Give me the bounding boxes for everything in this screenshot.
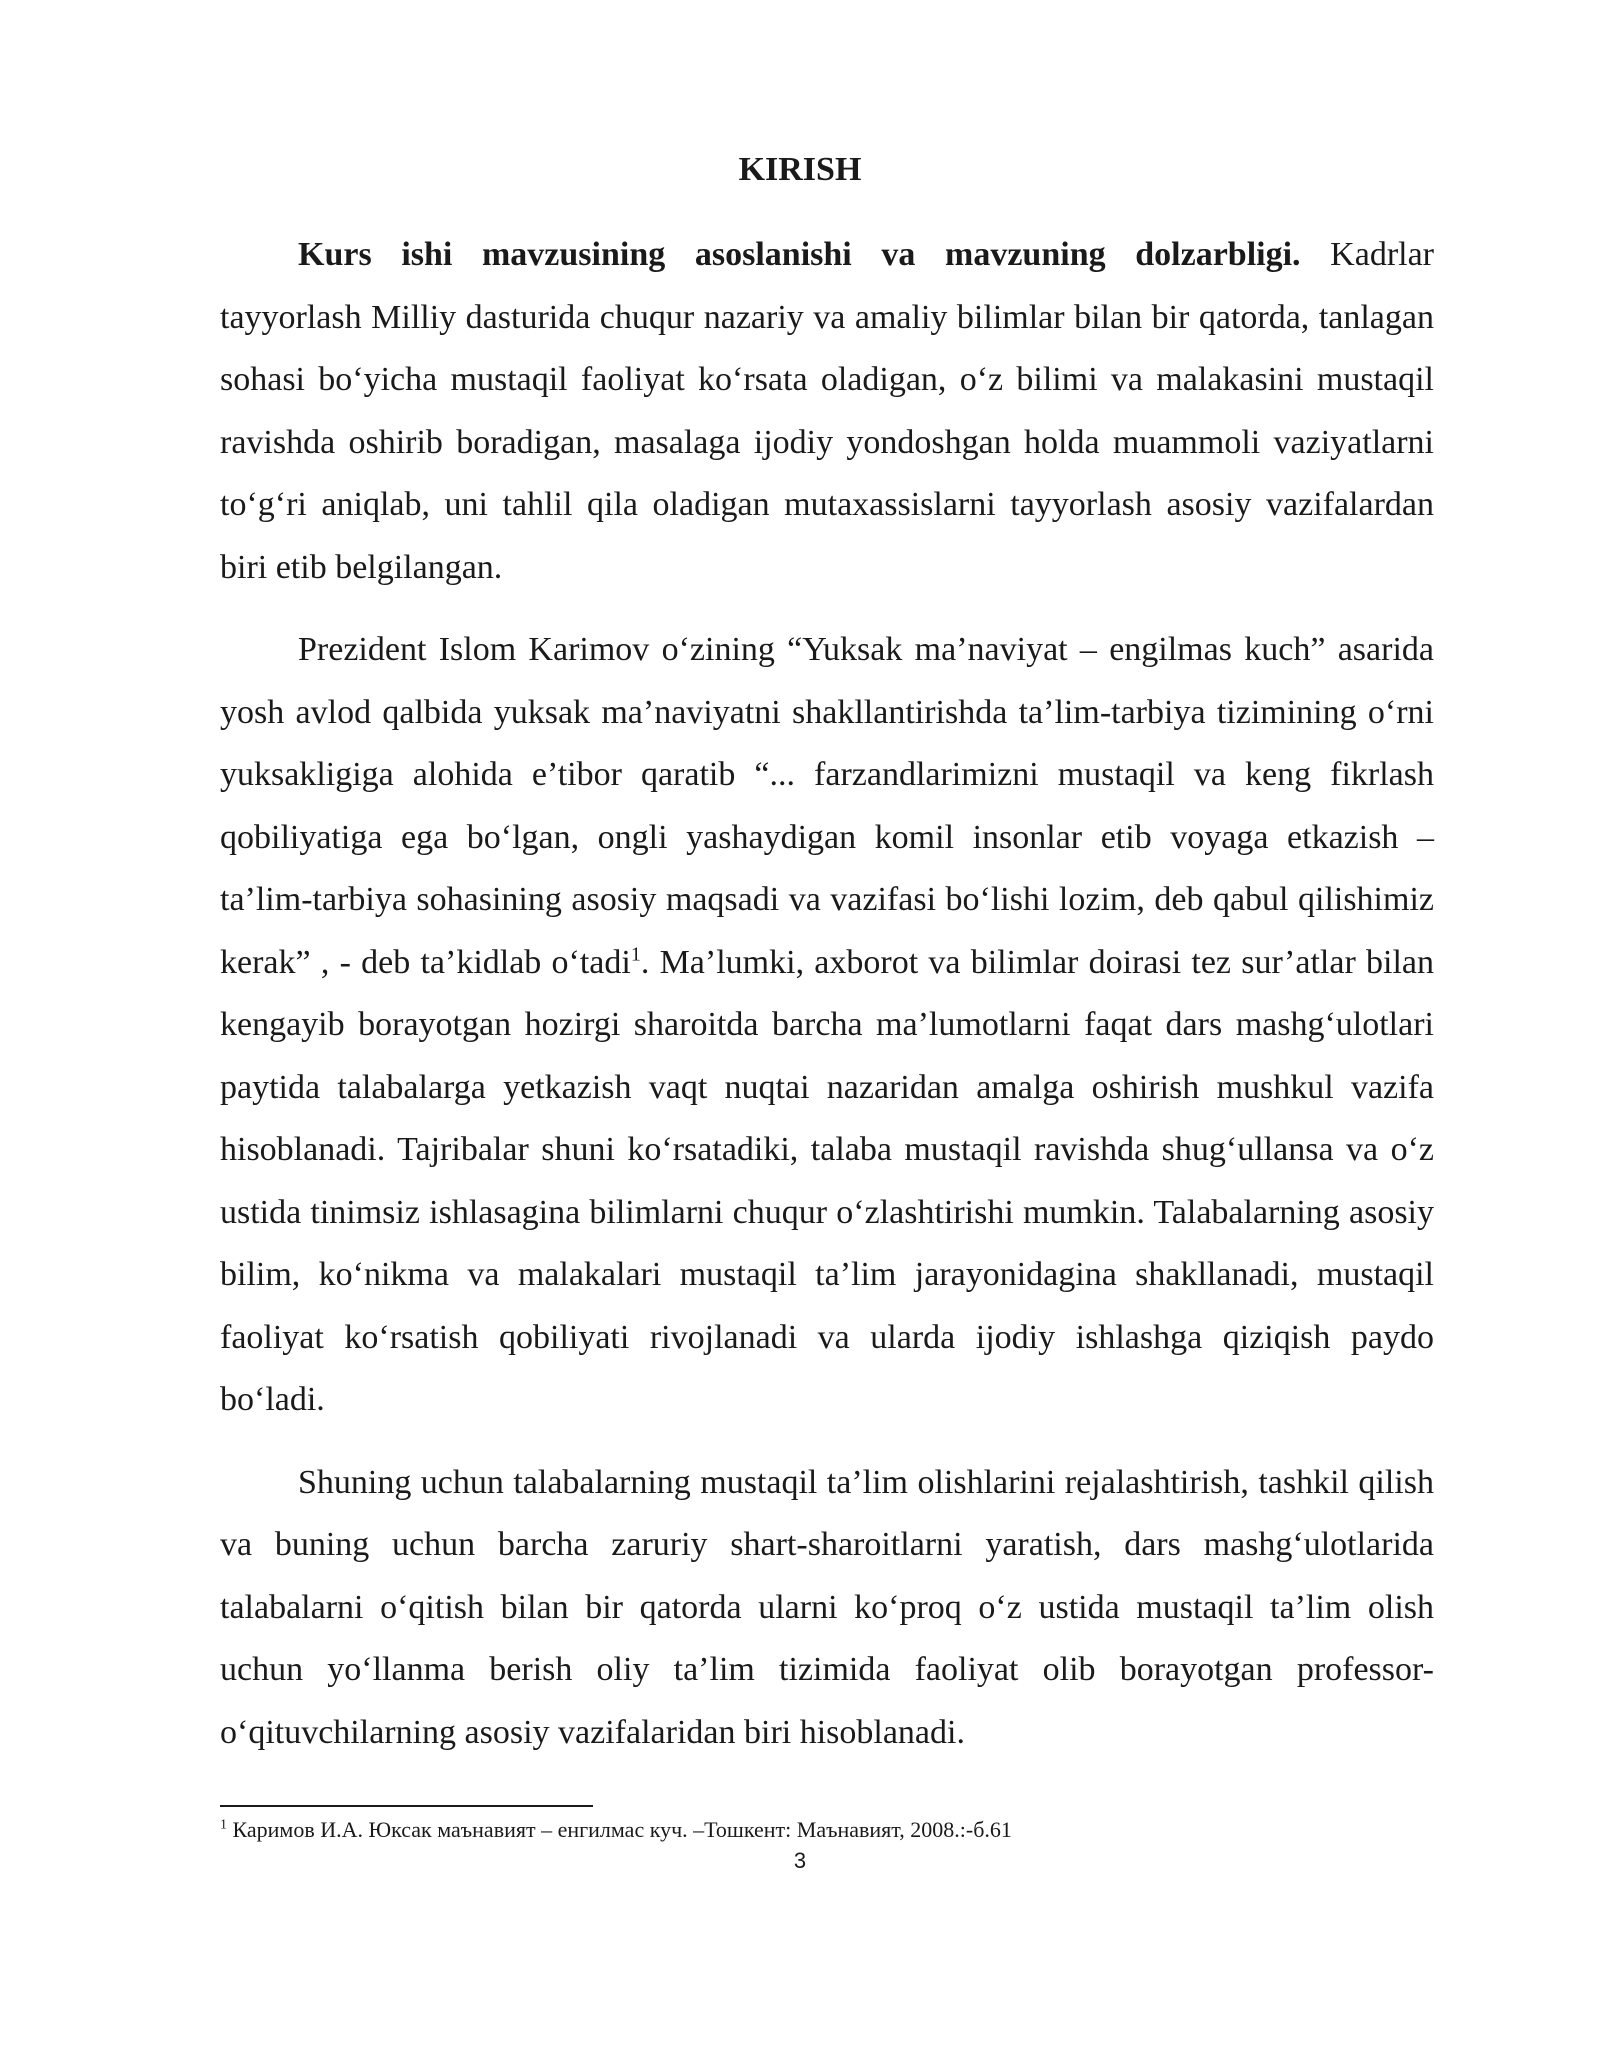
footnote: [220, 1815, 1434, 1845]
page-number: 3: [793, 1848, 807, 1873]
body-text: [220, 224, 1434, 1764]
paragraph-1-text: Kadrlar tayyorlash Milliy dasturida chuqur nazariy va amaliy bilimlar bilan bir qatorda, tanlagan sohasi bo‘yicha mustaqil faoliyat ko‘rsata oladigan, o‘z bilimi va malakasini mustaqil ravishda oshirib boradigan, masalaga ijodiy yondoshgan holda muammoli vaziyatlarni to‘g‘ri aniqlab, uni tahlil qila oladigan mutaxassislarni tayyorlash asosiy vazifalardan biri etib belgilangan.: [220, 236, 1434, 586]
footnote-marker: 1: [220, 1817, 227, 1833]
paragraph-2-text-after-ref: . Ma’lumki, axborot va bilimlar doirasi tez sur’atlar bilan kengayib borayotgan hozirgi sharoitda barcha ma’lumotlarni faqat dars mashg‘ulotlari paytida talabalarga yetkazish vaqt nuqtai nazaridan amalga oshirish mushkul vazifa hisoblanadi. Tajribalar shuni ko‘rsatadiki, talaba mustaqil ravishda shug‘ullansa va o‘z ustida tinimsiz ishlasagina bilimlarni chuqur o‘zlashtirishi mumkin. Talabalarning asosiy bilim, ko‘nikma va malakalari mustaqil ta’lim jarayonidagina shakllanadi, mustaqil faoliyat ko‘rsatish qobiliyati rivojlanadi va ularda ijodiy ishlashga qiziqish paydo bo‘ladi.: [220, 943, 1434, 1418]
footnote-reference[interactable]: 1: [630, 943, 641, 966]
section-title: KIRISH: [738, 151, 862, 188]
paragraph-1: [220, 224, 1434, 599]
footnote-text: Каримов И.А. Юксак маънавият – енгилмас куч. –Тошкент: Маънавият, 2008.:-б.61: [227, 1817, 1012, 1842]
paragraph-2: [220, 619, 1434, 1432]
footnote-separator: [220, 1805, 593, 1807]
paragraph-3: [220, 1452, 1434, 1765]
paragraph-3-text: Shuning uchun talabalarning mustaqil ta’lim olishlarini rejalashtirish, tashkil qilish va buning uchun barcha zaruriy shart-sharoitlarni yaratish, dars mashg‘ulotlarida talabalarni o‘qitish bilan bir qatorda ularni ko‘proq o‘z ustida mustaqil ta’lim olish uchun yo‘llanma berish oliy ta’lim tizimida faoliyat olib borayotgan professor-o‘qituvchilarning asosiy vazifalaridan biri hisoblanadi.: [220, 1463, 1434, 1751]
paragraph-1-lead: Kurs ishi mavzusining asoslanishi va mavzuning dolzarbligi.: [298, 236, 1301, 273]
paragraph-2-text-before-ref: Prezident Islom Karimov o‘zining “Yuksak ma’naviyat – engilmas kuch” asarida yosh avlod qalbida yuksak ma’naviyatni shakllantirishda ta’lim-tarbiya tizimining o‘rni yuksakligiga alohida e’tibor qaratib “... farzandlarimizni mustaqil va keng fikrlash qobiliyatiga ega bo‘lgan, ongli yashaydigan komil insonlar etib voyaga etkazish – ta’lim-tarbiya sohasining asosiy maqsadi va vazifasi bo‘lishi lozim, deb qabul qilishimiz kerak” , - deb ta’kidlab o‘tadi: [220, 631, 1434, 981]
